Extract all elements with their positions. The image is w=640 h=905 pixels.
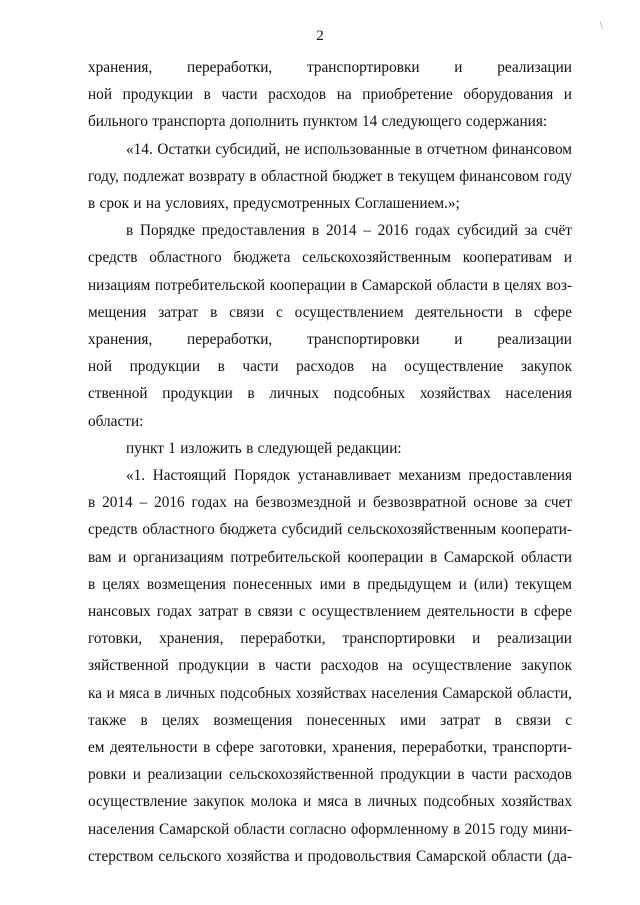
text-line: в Порядке предоставления в 2014 – 2016 годах субсидий за счёт xyxy=(126,222,572,239)
text-line: бильного транспорта дополнить пунктом 14 следующего содержания: xyxy=(88,113,548,130)
text-line: средств областного бюджета субсидий сельскохозяйственным кооперати- xyxy=(88,521,572,538)
text-line: ка и мяса в личных подсобных хозяйствах населения Самарской области, xyxy=(88,685,572,702)
text-line: ной продукции в части расходов на приобретение оборудования и xyxy=(88,86,572,103)
text-line: хранения, переработки, транспортировки и реализации xyxy=(88,331,572,348)
text-line: в срок и на условиях, предусмотренных Соглашением.»; xyxy=(88,195,460,212)
text-line: области: xyxy=(88,413,144,430)
text-line: ственной продукции в личных подсобных хозяйствах населения xyxy=(88,385,572,402)
text-line: также в целях возмещения понесенных ими затрат в связи с xyxy=(88,712,572,729)
text-line: «1. Настоящий Порядок устанавливает механизм предоставления xyxy=(126,467,572,484)
text-line: населения Самарской области согласно оформленному в 2015 году мини- xyxy=(88,821,572,838)
pen-mark: / xyxy=(596,18,607,32)
text-line: ровки и реализации сельскохозяйственной продукции в части расходов xyxy=(88,766,572,783)
text-line: году, подлежат возврату в областной бюджет в текущем финансовом году xyxy=(88,168,572,185)
text-line: нансовых годах затрат в связи с осуществлением деятельности в сфере xyxy=(88,603,572,620)
text-line: осуществление закупок молока и мяса в личных подсобных хозяйствах xyxy=(88,793,572,810)
text-line: мещения затрат в связи с осуществлением деятельности в сфере xyxy=(88,304,572,321)
text-line: средств областного бюджета сельскохозяйственным кооперативам и xyxy=(88,249,572,266)
text-line: вам и организациям потребительской кооперации в Самарской области xyxy=(88,549,572,566)
text-line: «14. Остатки субсидий, не использованные в отчетном финансовом xyxy=(126,141,572,158)
page-number: 2 xyxy=(316,28,324,44)
text-line: ем деятельности в сфере заготовки, хранения, переработки, транспорти- xyxy=(88,739,572,756)
text-line: в целях возмещения понесенных ими в предыдущем и (или) текущем xyxy=(88,576,572,593)
text-line: стерством сельского хозяйства и продовольствия Самарской области (да- xyxy=(88,848,572,865)
text-line: ной продукции в части расходов на осуществление закупок xyxy=(88,358,572,375)
text-line: зяйственной продукции в части расходов на осуществление закупок xyxy=(88,657,572,674)
text-line: готовки, хранения, переработки, транспортировки и реализации xyxy=(88,630,572,647)
text-line: хранения, переработки, транспортировки и реализации xyxy=(88,59,572,76)
text-line: пункт 1 изложить в следующей редакции: xyxy=(126,440,402,457)
text-line: низациям потребительской кооперации в Самарской области в целях воз- xyxy=(88,277,572,294)
text-line: в 2014 – 2016 годах на безвозмездной и безвозвратной основе за счет xyxy=(88,494,572,511)
